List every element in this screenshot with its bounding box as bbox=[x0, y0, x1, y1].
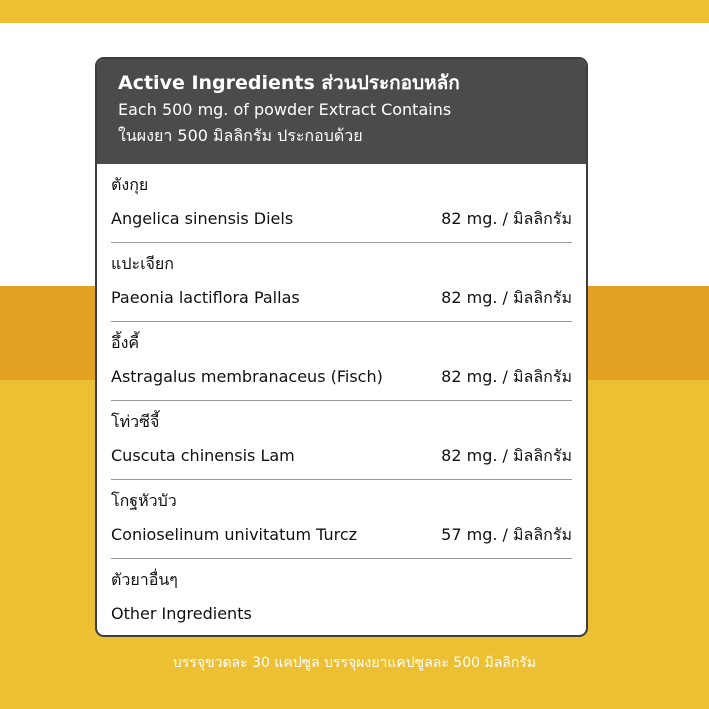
card-title: Active Ingredients ส่วนประกอบหลัก bbox=[118, 72, 460, 94]
top-yellow-band bbox=[0, 0, 709, 23]
ingredient-amount: 82 mg. / มิลลิกรัม bbox=[441, 446, 572, 465]
ingredient-thai-name: โกฐหัวบัว bbox=[111, 491, 177, 510]
card-subtitle-english: Each 500 mg. of powder Extract Contains bbox=[118, 100, 452, 119]
ingredient-row-paeonia bbox=[111, 243, 572, 322]
ingredient-amount: 82 mg. / มิลลิกรัม bbox=[441, 288, 572, 307]
ingredient-latin-name: Conioselinum univitatum Turcz bbox=[111, 525, 358, 544]
packaging-footnote: บรรจุขวดละ 30 แคปซูล บรรจุผงยาแคปซูลละ 500 มิลลิกรัม bbox=[172, 655, 537, 671]
ingredient-latin-name: Angelica sinensis Diels bbox=[111, 209, 294, 228]
ingredients-card bbox=[95, 57, 588, 637]
ingredient-row-cuscuta bbox=[111, 401, 572, 480]
ingredient-row-other bbox=[111, 559, 572, 637]
card-subtitle-thai: ในผงยา 500 มิลลิกรัม ประกอบด้วย bbox=[118, 126, 363, 145]
ingredient-latin-name: Astragalus membranaceus (Fisch) bbox=[111, 367, 383, 386]
ingredient-latin-name: Paeonia lactiflora Pallas bbox=[111, 288, 300, 307]
ingredient-thai-name: ตังกุย bbox=[111, 175, 149, 194]
ingredient-latin-name: Cuscuta chinensis Lam bbox=[111, 446, 295, 465]
ingredient-thai-name: อึ้งคี้ bbox=[111, 333, 140, 352]
ingredient-row-angelica bbox=[111, 164, 572, 243]
ingredient-amount: 82 mg. / มิลลิกรัม bbox=[441, 209, 572, 228]
ingredient-latin-name: Other Ingredients bbox=[111, 604, 252, 623]
card-header bbox=[97, 59, 586, 164]
ingredient-list bbox=[97, 164, 586, 637]
ingredient-thai-name: แปะเจียก bbox=[111, 254, 174, 273]
ingredient-thai-name: โท่วซีจี้ bbox=[111, 412, 160, 431]
ingredient-row-astragalus bbox=[111, 322, 572, 401]
ingredient-amount: 57 mg. / มิลลิกรัม bbox=[441, 525, 572, 544]
ingredient-row-conioselinum bbox=[111, 480, 572, 559]
ingredient-amount: 82 mg. / มิลลิกรัม bbox=[441, 367, 572, 386]
ingredient-thai-name: ตัวยาอื่นๆ bbox=[111, 570, 178, 589]
